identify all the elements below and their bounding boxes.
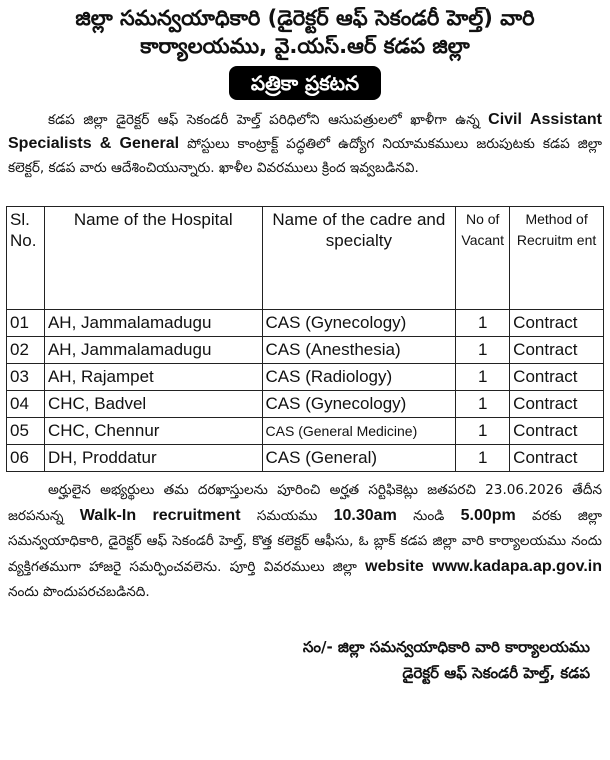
cell-vacant: 1 — [456, 418, 510, 445]
time-to: 5.00pm — [460, 507, 516, 524]
table-row — [7, 418, 604, 445]
intro-text-1: కడప జిల్లా డైరెక్టర్ ఆఫ్ సెకండరీ హెల్త్ పరిధిలోని ఆసుపత్రులలో ఖాళీగా ఉన్న — [48, 112, 480, 128]
table-row — [7, 364, 604, 391]
notice-title: పత్రికా ప్రకటన — [229, 66, 381, 100]
body-text-1: అర్హులైన అభ్యర్థులు తమ దరఖాస్తులను పూరించి అర్హత సర్టిఫికెట్లు జతపరచి — [48, 482, 476, 498]
time-from: 10.30am — [333, 507, 397, 524]
table-row — [7, 337, 604, 364]
header-vacant: No of Vacant — [456, 207, 510, 310]
body-text-4: నుండి — [413, 508, 445, 524]
website-link[interactable]: website www.kadapa.ap.gov.in — [365, 558, 602, 575]
body-text-2: తేదీన జరపనున్న — [8, 482, 602, 524]
vacancy-table — [6, 206, 604, 472]
header-hospital: Name of the Hospital — [44, 207, 262, 310]
cell-method: Contract — [510, 445, 604, 472]
header-method: Method of Recruitm ent — [510, 207, 604, 310]
cell-vacant: 1 — [456, 445, 510, 472]
cell-hospital: AH, Jammalamadugu — [44, 310, 262, 337]
cell-sl: 05 — [7, 418, 45, 445]
table-row — [7, 310, 604, 337]
cell-cadre: CAS (Anesthesia) — [262, 337, 456, 364]
table-header-row — [7, 207, 604, 310]
body-text-3: సమయము — [256, 508, 318, 524]
table-row — [7, 391, 604, 418]
header-cadre: Name of the cadre and specialty — [262, 207, 456, 310]
cell-method: Contract — [510, 391, 604, 418]
cell-vacant: 1 — [456, 337, 510, 364]
cell-hospital: CHC, Chennur — [44, 418, 262, 445]
cell-sl: 03 — [7, 364, 45, 391]
cell-sl: 02 — [7, 337, 45, 364]
notice-title-box — [6, 66, 604, 104]
office-title-line2: కార్యాలయము, వై.యస్.ఆర్ కడప జిల్లా — [140, 34, 470, 58]
cell-vacant: 1 — [456, 364, 510, 391]
cell-cadre: CAS (Gynecology) — [262, 310, 456, 337]
body-text-5: వరకు జిల్లా సమన్వయాధికారి, డైరెక్టర్ ఆఫ్ సెకండరీ హెల్త్, కొత్త కలెక్టర్ ఆఫీసు, ఓ బ్లాక్ కడప జిల్లా వారి కార్యాలయము నందు వ్యక్తిగతముగా హాజరై సమర్పించవలెను. పూర్తి వివరములు జిల్లా — [8, 508, 602, 575]
cell-cadre: CAS (Gynecology) — [262, 391, 456, 418]
intro-text-2: పోస్టులు కాంట్రాక్ట్ పద్ధతిలో ఉద్యోగ నియామకములు జరుపుటకు కడప జిల్లా కలెక్టర్, కడప వారు ఆదేశించియున్నారు. ఖాళీల వివరములు క్రింద ఇవ్వబడినవి. — [8, 136, 602, 176]
cell-vacant: 1 — [456, 391, 510, 418]
table-row — [7, 445, 604, 472]
cell-sl: 04 — [7, 391, 45, 418]
cell-sl: 06 — [7, 445, 45, 472]
cell-vacant: 1 — [456, 310, 510, 337]
walkin-date: 23.06.2026 — [485, 482, 563, 498]
office-title-line1: జిల్లా సమన్వయాధికారి (డైరెక్టర్ ఆఫ్ సెకండరీ హెల్త్) వారి — [75, 6, 535, 30]
signature-line1: సం/- జిల్లా సమన్వయాధికారి వారి కార్యాలయము — [302, 638, 590, 656]
cell-cadre: CAS (General Medicine) — [262, 418, 456, 445]
header-sl-no: Sl. No. — [7, 207, 45, 310]
cell-hospital: DH, Proddatur — [44, 445, 262, 472]
cell-method: Contract — [510, 364, 604, 391]
body-text-6: నందు పొందుపరచబడినది. — [8, 584, 150, 600]
walkin-label: Walk-In recruitment — [79, 507, 241, 524]
cell-hospital: CHC, Badvel — [44, 391, 262, 418]
cell-method: Contract — [510, 310, 604, 337]
intro-paragraph — [8, 108, 602, 204]
cell-method: Contract — [510, 418, 604, 445]
signature-line2: డైరెక్టర్ ఆఫ్ సెకండరీ హెల్త్, కడప — [402, 664, 590, 682]
instructions-paragraph — [8, 478, 602, 628]
cell-sl: 01 — [7, 310, 45, 337]
cell-hospital: AH, Rajampet — [44, 364, 262, 391]
cell-cadre: CAS (Radiology) — [262, 364, 456, 391]
intro-posts: Civil Assistant Specialists & General — [8, 111, 602, 152]
cell-cadre: CAS (General) — [262, 445, 456, 472]
cell-method: Contract — [510, 337, 604, 364]
cell-hospital: AH, Jammalamadugu — [44, 337, 262, 364]
